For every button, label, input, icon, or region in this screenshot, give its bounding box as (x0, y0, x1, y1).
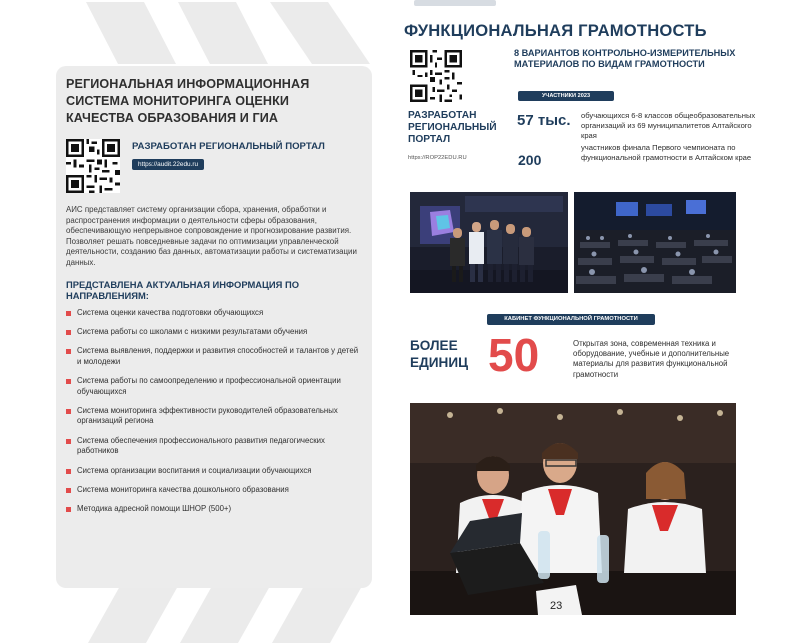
cabinet-badge: КАБИНЕТ ФУНКЦИОНАЛЬНОЙ ГРАМОТНОСТИ (487, 314, 655, 325)
list-item-text: Система организации воспитания и социализации обучающихся (77, 465, 312, 475)
chevron-decoration-icon (88, 586, 178, 643)
list-item (66, 466, 360, 476)
qr-code-icon (410, 50, 462, 102)
list-item-text: Система оценки качества подготовки обучающихся (77, 307, 264, 317)
list-item-text: Система выявления, поддержки и развития способностей и талантов у детей и молодежи (77, 346, 359, 366)
list-item-text: Система обеспечения профессионального развития педагогических работников (77, 435, 325, 456)
portal-url-link[interactable]: https://ROP22EDU.RU (408, 155, 467, 161)
list-item-text: Система работы по самоопределению и профессиональной ориентации обучающихся (77, 376, 341, 396)
stat-students-value: 57 тыс. (517, 112, 571, 129)
more-units-label: БОЛЕЕ ЕДИНИЦ (410, 338, 469, 370)
list-item (66, 346, 360, 367)
card-title: РЕГИОНАЛЬНАЯ ИНФОРМАЦИОННАЯ СИСТЕМА МОНИТОРИНГА ОЦЕНКИ КАЧЕСТВА ОБРАЗОВАНИЯ И ГИА (66, 77, 310, 125)
bullet-square-icon (66, 379, 71, 384)
list-item-text: Система работы со школами с низкими результатами обучения (77, 326, 308, 336)
portal-url-link[interactable]: https://audit.22edu.ru (132, 159, 204, 170)
bullet-square-icon (66, 311, 71, 316)
bullet-square-icon (66, 488, 71, 493)
developed-label: РАЗРАБОТАН РЕГИОНАЛЬНЫЙ ПОРТАЛ (132, 141, 325, 152)
portal-block (66, 139, 360, 193)
chevron-decoration-icon (272, 586, 362, 643)
units-count-value: 50 (488, 329, 540, 381)
stat-students-text: обучающихся 6-8 классов общеобразовательных организаций из 69 муниципалитетов Алтайского края (581, 111, 756, 141)
list-item-text: Система мониторинга эффективности руководителей образовательных организаций региона (77, 406, 338, 426)
stat-finalists-value: 200 (518, 152, 542, 168)
directions-title: ПРЕДСТАВЛЕНА АКТУАЛЬНАЯ ИНФОРМАЦИЯ ПО НАПРАВЛЕНИЯМ: (66, 278, 300, 301)
list-item-text: Методика адресной помощи ШНОР (500+) (77, 504, 232, 514)
qr-code-icon (66, 139, 120, 193)
portal-info (132, 141, 325, 171)
chevron-decoration-icon (270, 2, 370, 64)
participants-badge: УЧАСТНИКИ 2023 (518, 91, 614, 101)
chevron-decoration-icon (178, 2, 268, 64)
section-title: ФУНКЦИОНАЛЬНАЯ ГРАМОТНОСТЬ (404, 21, 707, 40)
svg-text:23: 23 (550, 600, 563, 612)
bullet-square-icon (66, 507, 71, 512)
bullet-square-icon (66, 330, 71, 335)
list-item-text: Система мониторинга качества дошкольного образования (77, 485, 289, 495)
hall-event-photo (574, 192, 736, 293)
bullet-square-icon (66, 349, 71, 354)
stat-finalists-text: участников финала Первого чемпионата по функциональной грамотности в Алтайском крае (581, 143, 752, 163)
list-item (66, 327, 360, 337)
students-competition-photo (410, 403, 736, 615)
list-item (66, 376, 360, 397)
award-stage-photo (410, 192, 568, 293)
system-description: АИС представляет систему организации сбора, хранения, обработки и распространения информации о деятельности сферы образования, обеспечивающую непрерывное сопровождение и прогнозирование развития. Позволяет решать повседневные задачи по оптимизации управленческой деятельности, созданию баз данных, автоматизации работы и систематизации данных. (66, 205, 357, 267)
bullet-square-icon (66, 439, 71, 444)
bullet-square-icon (66, 409, 71, 414)
developed-label: РАЗРАБОТАН РЕГИОНАЛЬНЫЙ ПОРТАЛ (408, 110, 497, 145)
list-item (66, 308, 360, 318)
cropped-header-strip (414, 0, 496, 6)
variants-text: 8 ВАРИАНТОВ КОНТРОЛЬНО-ИЗМЕРИТЕЛЬНЫХ МАТЕРИАЛОВ ПО ВИДАМ ГРАМОТНОСТИ (514, 48, 736, 69)
list-item (66, 436, 360, 457)
bullet-square-icon (66, 469, 71, 474)
monitoring-system-card (56, 66, 372, 588)
open-zone-description: Открытая зона, современная техника и оборудование, учебные и дополнительные материалы для развития функциональной грамотности (573, 339, 730, 379)
list-item (66, 406, 360, 427)
list-item (66, 504, 360, 514)
chevron-decoration-icon (86, 2, 176, 64)
list-item (66, 485, 360, 495)
directions-list (66, 308, 360, 515)
chevron-decoration-icon (180, 586, 270, 643)
